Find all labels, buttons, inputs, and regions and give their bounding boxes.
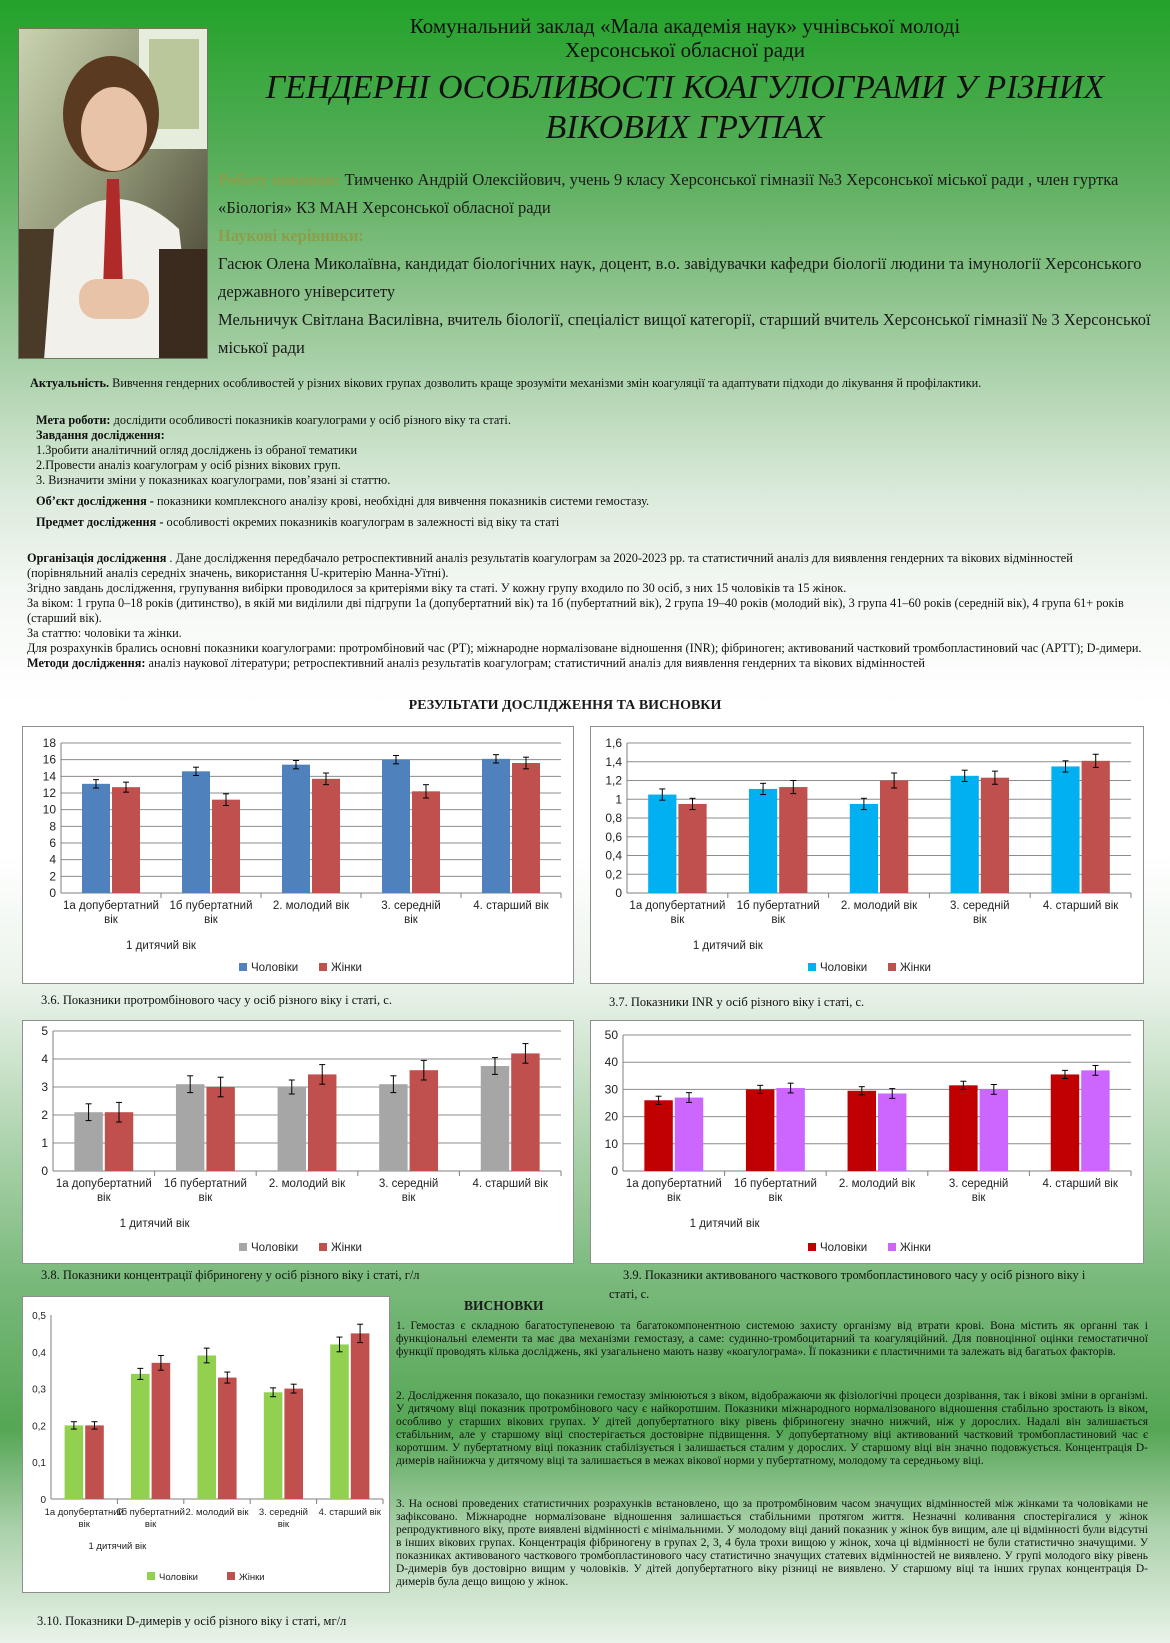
bar-women	[152, 1363, 171, 1499]
task-3: 3. Визначити зміни у показниках коагулограми, пов’язані зі статтю.	[36, 473, 391, 487]
legend-swatch	[888, 1243, 896, 1251]
legend-swatch	[319, 963, 327, 971]
y-tick-label: 0	[615, 886, 622, 900]
x-tick-label: вік	[277, 1519, 290, 1530]
title-line2: ВІКОВИХ ГРУПАХ	[545, 109, 825, 146]
bar-men	[644, 1100, 672, 1171]
x-tick-label: 1а допубертатний	[625, 1178, 722, 1190]
methods-label: Методи дослідження:	[27, 656, 146, 670]
chart-pt	[22, 726, 574, 984]
task-1: 1.Зробити аналітичний огляд досліджень із обраної тематики	[36, 443, 358, 457]
x-tick-label: 4. старший вік	[1042, 1178, 1118, 1190]
done-by-label: Роботу виконав:	[218, 170, 341, 189]
bar-women	[980, 1089, 1008, 1171]
x-tick-label: 3. середній	[378, 1178, 439, 1190]
bar-men	[749, 789, 777, 893]
y-tick-label: 16	[42, 752, 56, 767]
x-tick-label: 1б пубертатний	[736, 900, 820, 912]
legend-swatch	[147, 1572, 155, 1580]
x-tick-label: 1а допубертатний	[44, 1507, 124, 1518]
y-tick-label: 0,6	[605, 829, 622, 844]
y-tick-label: 40	[604, 1055, 618, 1070]
y-tick-label: 4	[49, 852, 56, 867]
caption-pt: 3.6. Показники протромбінового часу у осіб різного віку і статі, с.	[41, 993, 392, 1007]
chart-inr	[590, 726, 1144, 984]
tasks-label-text: Завдання дослідження:	[36, 428, 165, 442]
authors-block	[218, 166, 1154, 362]
y-tick-label: 0,2	[32, 1421, 46, 1433]
bar-men	[278, 1087, 306, 1171]
bar-women	[1081, 1070, 1109, 1171]
subject	[36, 515, 1136, 530]
x-tick-label: вік	[198, 1192, 213, 1204]
x-tick-label: 3. середній	[258, 1507, 308, 1518]
methods	[27, 656, 1142, 671]
done-by-text: Тимченко Андрій Олексійович, учень 9 класу Херсонської гімназії №3 Херсонської міської ради , член гуртка «Біологія» КЗ МАН Херсонської обласної ради	[218, 170, 1119, 217]
category-group-label: 1 дитячий вік	[689, 1218, 760, 1230]
bar-men	[382, 760, 410, 893]
bar-women	[85, 1425, 104, 1499]
organization-p5: Для розрахунків брались основні показники коагулограми: протромбіновий час (PT); міжнародне нормалізоване відношення (INR); фібриноген; активований частковий тромбопластиновий час (APTT); D-димери.	[27, 641, 1142, 655]
x-tick-label: вік	[96, 1192, 111, 1204]
organization-p4: За статтю: чоловіки та жінки.	[27, 626, 182, 640]
bar-women	[412, 791, 440, 893]
x-tick-label: 3. середній	[950, 900, 1010, 912]
x-tick-label: 1б пубертатний	[169, 900, 253, 912]
supervisor-1: Гасюк Олена Миколаївна, кандидат біологічних наук, доцент, в.о. завідувачки кафедри біології людини та імунології Херсонського державного університету	[218, 254, 1142, 301]
bar-men	[176, 1084, 204, 1171]
x-tick-label: 1а допубертатний	[63, 900, 159, 912]
y-tick-label: 10	[42, 802, 56, 817]
organization	[27, 551, 1142, 671]
subject-text: особливості окремих показників коагулограм в залежності від віку та статі	[163, 515, 560, 529]
y-tick-label: 10	[604, 1136, 618, 1151]
x-tick-label: вік	[670, 914, 685, 926]
y-tick-label: 6	[49, 836, 56, 850]
bar-men	[330, 1344, 349, 1499]
legend-label: Жінки	[239, 1572, 265, 1583]
x-tick-label: 1б пубертатний	[733, 1178, 817, 1190]
bar-women	[308, 1074, 336, 1171]
bar-women	[312, 779, 340, 893]
y-tick-label: 0	[49, 886, 56, 900]
caption-aptt-line2: статі, с.	[609, 1287, 650, 1301]
legend-label: Жінки	[331, 962, 362, 974]
legend-label: Чоловіки	[251, 962, 299, 974]
x-tick-label: 3. середній	[948, 1178, 1009, 1190]
legend-swatch	[808, 1243, 816, 1251]
bar-men	[197, 1355, 216, 1499]
y-tick-label: 0,4	[605, 848, 622, 863]
x-tick-label: 3. середній	[381, 900, 441, 912]
object-label: Об’єкт дослідження -	[36, 494, 154, 508]
institution-line1: Комунальний заклад «Мала академія наук» учнівської молоді	[409, 14, 961, 38]
legend-swatch	[227, 1572, 235, 1580]
y-tick-label: 5	[41, 1024, 48, 1038]
supervisor-2: Мельничук Світлана Василівна, вчитель біології, спеціаліст вищої категорії, старший вчитель Херсонської гімназії № 3 Херсонської міської ради	[218, 310, 1151, 357]
bar-men	[379, 1084, 407, 1171]
done-by	[218, 166, 1154, 222]
y-tick-label: 12	[42, 786, 56, 800]
bar-men	[264, 1392, 283, 1499]
bar-men	[65, 1425, 84, 1499]
y-tick-label: 50	[604, 1028, 618, 1042]
poster-title	[210, 68, 1160, 148]
x-tick-label: 4. старший вік	[473, 900, 549, 912]
bar-men	[131, 1374, 150, 1499]
bar-women	[779, 787, 807, 893]
y-tick-label: 0,4	[32, 1347, 46, 1359]
conclusion-1: 1. Гемостаз є складною багатоступеневою та багатокомпонентною системою захисту організму від втрати крові. Вона містить як органні так і функціональні елементи та має два механізми гемостазу, а саме: судинно-тромбоцитарний та коагуляційний. Для повноцінної оцінки гемостатичної функції проводять кілька досліджень, які узагальнено мають назву «коагулограма». Її показники є пластичними та залежать від багатьох факторів.	[396, 1320, 1148, 1358]
y-tick-label: 2	[49, 869, 56, 884]
bar-men	[848, 1091, 876, 1171]
y-tick-label: 1	[615, 792, 622, 807]
x-tick-label: 2. молодий вік	[840, 900, 918, 912]
bar-men	[949, 1085, 977, 1171]
organization-p1	[27, 551, 1142, 581]
bar-women	[776, 1088, 804, 1171]
object-text: показники комплексного аналізу крові, необхідні для вивчення показників системи гемостазу.	[153, 494, 650, 508]
x-tick-label: 1б пубертатний	[163, 1178, 247, 1190]
bar-men	[82, 784, 110, 893]
y-tick-label: 4	[41, 1052, 48, 1066]
x-tick-label: 2. молодий вік	[838, 1178, 916, 1190]
category-group-label: 1 дитячий вік	[88, 1541, 147, 1552]
aim-label: Мета роботи:	[36, 413, 111, 427]
bar-women	[511, 1053, 539, 1171]
chart-aptt	[590, 1020, 1144, 1264]
legend-label: Чоловіки	[159, 1572, 198, 1583]
x-tick-label: вік	[144, 1519, 157, 1530]
bar-men	[182, 771, 210, 893]
x-tick-label: вік	[204, 914, 218, 926]
x-tick-label: 4. старший вік	[1042, 900, 1119, 912]
x-tick-label: 1а допубертатний	[55, 1178, 152, 1190]
y-tick-label: 2	[41, 1108, 48, 1122]
x-tick-label: 2. молодий вік	[268, 1178, 346, 1190]
bar-women	[206, 1087, 234, 1171]
y-tick-label: 14	[42, 769, 56, 784]
legend-swatch	[888, 963, 896, 971]
caption-fibrinogen: 3.8. Показники концентрації фібриногену у осіб різного віку і статі, г/л	[41, 1268, 420, 1282]
legend-swatch	[319, 1243, 327, 1251]
legend-label: Чоловіки	[251, 1242, 299, 1254]
caption-aptt	[609, 1268, 1153, 1302]
category-group-label: 1 дитячий вік	[126, 940, 196, 952]
relevance	[30, 376, 1150, 391]
bar-men	[746, 1089, 774, 1171]
y-tick-label: 0,5	[32, 1311, 46, 1322]
y-tick-label: 1,4	[605, 754, 622, 769]
caption-ddimer: 3.10. Показники D-димерів у осіб різного віку і статі, мг/л	[37, 1614, 347, 1628]
aim	[36, 413, 1136, 428]
portrait-photo-icon	[19, 29, 208, 359]
bar-women	[284, 1389, 303, 1499]
results-title: РЕЗУЛЬТАТИ ДОСЛІДЖЕННЯ ТА ВИСНОВКИ	[408, 698, 722, 713]
organization-label: Організація дослідження	[27, 551, 167, 565]
y-tick-label: 1,6	[605, 736, 622, 750]
bar-women	[212, 800, 240, 893]
x-tick-label: 4. старший вік	[318, 1507, 381, 1518]
x-tick-label: вік	[768, 1192, 783, 1204]
relevance-text: Вивчення гендерних особливостей у різних вікових групах дозволить краще зрозуміти механізми змін коагуляції та адаптувати підходи до лікування й профілактики.	[109, 376, 982, 390]
legend-label: Жінки	[900, 1242, 931, 1254]
legend-label: Жінки	[331, 1242, 362, 1254]
author-photo	[18, 28, 208, 359]
title-line1: ГЕНДЕРНІ ОСОБЛИВОСТІ КОАГУЛОГРАМИ У РІЗНИХ	[265, 69, 1105, 106]
supervisors-label: Наукові керівники:	[218, 226, 364, 245]
y-tick-label: 1,2	[605, 773, 622, 788]
conclusion-3: 3. На основі проведених статистичних розрахунків встановлено, що за протромбіновим часом значущих відмінностей між жінками та чоловіками не зафіксовано. Міжнародне нормалізоване відношення залишається стабільними протягом життя. Незначні коливання спостерігалися у жінок репродуктивного віку, проте виявлені відмінності є мінімальними. У молодому віці даний показник у жінок був вищим, але ці відмінності були відсутні в інших вікових групах. Концентрація фібриногену в групах 2, 3, 4 була трохи вищою у жінок, хоча ці відмінності не були статистично значущими. У показниках активованого часткового тромбопластинового часу статистично значущих статевих відмінностей не виявлено. У групі молодого віку рівень D-димерів був достовірно вищим у чоловіків. У дітей допубертатного віку різниці не виявлено. У старшому віці та інших групах концентрація D-димерів була дещо вищою у жінок.	[396, 1498, 1148, 1588]
relevance-label: Актуальність.	[30, 376, 110, 390]
legend-swatch	[239, 1243, 247, 1251]
legend-label: Жінки	[900, 962, 931, 974]
bar-women	[675, 1098, 703, 1171]
tasks-label	[36, 428, 1136, 443]
bar-women	[112, 787, 140, 893]
x-tick-label: вік	[666, 1192, 681, 1204]
aim-text: дослідити особливості показників коагулограми у осіб різного віку та статі.	[110, 413, 511, 427]
y-tick-label: 0	[611, 1164, 618, 1178]
caption-inr: 3.7. Показники INR у осіб різного віку і статі, с.	[609, 995, 865, 1009]
object	[36, 494, 1136, 509]
y-tick-label: 20	[604, 1109, 618, 1124]
x-tick-label: 2. молодий вік	[185, 1507, 249, 1518]
y-tick-label: 0,2	[605, 867, 622, 882]
bar-women	[410, 1070, 438, 1171]
x-tick-label: 1а допубертатний	[629, 900, 726, 912]
bar-women	[1082, 761, 1110, 893]
bar-women	[512, 763, 540, 893]
conclusions-title: ВИСНОВКИ	[464, 1298, 544, 1313]
x-tick-label: вік	[401, 1192, 416, 1204]
x-tick-label: 4. старший вік	[472, 1178, 548, 1190]
x-tick-label: 2. молодий вік	[272, 900, 350, 912]
x-tick-label: вік	[104, 914, 118, 926]
legend-swatch	[239, 963, 247, 971]
y-tick-label: 1	[41, 1136, 48, 1150]
y-tick-label: 3	[41, 1080, 48, 1094]
y-tick-label: 0,1	[32, 1458, 46, 1470]
bar-men	[482, 759, 510, 893]
legend-label: Чоловіки	[820, 962, 868, 974]
bar-men	[1051, 766, 1079, 893]
caption-aptt-line1: 3.9. Показники активованого часткового тромбопластинового часу у осіб різного віку і	[623, 1268, 1086, 1282]
y-tick-label: 8	[49, 819, 56, 834]
category-group-label: 1 дитячий вік	[119, 1218, 190, 1230]
organization-p2: Згідно завдань дослідження, групування вибірки проводилося за критеріями віку та статі. У кожну групу входило по 30 осіб, з них 15 чоловіків та 15 жінок.	[27, 581, 847, 595]
x-tick-label: вік	[971, 1192, 986, 1204]
y-tick-label: 0	[41, 1164, 48, 1178]
bar-women	[880, 781, 908, 894]
y-tick-label: 0,3	[32, 1384, 46, 1396]
x-tick-label: 1б пубертатний	[116, 1507, 185, 1518]
bar-women	[878, 1093, 906, 1171]
bar-men	[282, 765, 310, 893]
bar-men	[648, 795, 676, 893]
legend-swatch	[808, 963, 816, 971]
x-tick-label: вік	[972, 914, 987, 926]
methods-text: аналіз наукової літератури; ретроспективний аналіз результатів коагулограм; статистичний аналіз для виявлення гендерних та вікових відмінностей	[145, 656, 925, 670]
y-tick-label: 0	[40, 1495, 46, 1506]
y-tick-label: 0,8	[605, 811, 622, 825]
x-tick-label: вік	[404, 914, 418, 926]
chart-fibrinogen	[22, 1020, 574, 1264]
bar-men	[1051, 1074, 1079, 1171]
bar-women	[218, 1378, 237, 1499]
bar-men	[850, 804, 878, 893]
x-tick-label: вік	[771, 914, 786, 926]
subject-label: Предмет дослідження -	[36, 515, 164, 529]
x-tick-label: вік	[78, 1519, 90, 1530]
bar-women	[981, 778, 1009, 893]
y-tick-label: 18	[42, 736, 56, 750]
bar-men	[481, 1066, 509, 1171]
category-group-label: 1 дитячий вік	[692, 940, 763, 952]
chart-ddimer	[22, 1296, 390, 1593]
bar-men	[951, 776, 979, 893]
organization-text1: . Дане дослідження передбачало ретроспективний аналіз результатів коагулограм за 2020-2023 рр. та статистичний аналіз для виявлення гендерних та вікових відмінностей (порівняльний аналіз середніх значень, використання U-критерію Манна-Уїтні).	[27, 551, 1073, 580]
organization-p3: За віком: 1 група 0–18 років (дитинство), в якій ми виділили дві підгрупи 1а (допубертатний вік) та 1б (пубертатний вік), 2 група 19–40 років (молодий вік), 3 група 41–60 років (середній вік), 4 група 61+ років (старший вік).	[27, 596, 1124, 625]
task-2: 2.Провести аналіз коагулограм у осіб різних вікових груп.	[36, 458, 341, 472]
y-tick-label: 30	[604, 1082, 618, 1097]
conclusion-2: 2. Дослідження показало, що показники гемостазу змінюються з віком, відображаючи як фізіологічні процеси дозрівання, так і вікові зміни в організмі. У дитячому віці показник протромбінового часу є найкоротшим. Показники міжнародного нормалізованого відношення стабільно зростають із віком, особливо у старших вікових групах. У дітей допубертатного віку рівень фібриногену значно нижчий, ніж у дорослих. Надалі він залишається стабільним, але у старшому віці спостерігається достовірне підвищення. У допубертатному віці активований частковий тромбопластиновий час є коротшим. У пубертатному віці показник стабілізується і залишається сталим у дорослих. У старшому віці він значно подовжується. Концентрація D-димерів найнижча у дитячому віці та залишається в межах вікової норми у пубертатному, молодому та середньому віці.	[396, 1390, 1148, 1467]
bar-women	[351, 1333, 370, 1499]
institution-line2: Херсонської обласної ради	[564, 38, 805, 62]
bar-women	[678, 804, 706, 893]
legend-label: Чоловіки	[820, 1242, 868, 1254]
